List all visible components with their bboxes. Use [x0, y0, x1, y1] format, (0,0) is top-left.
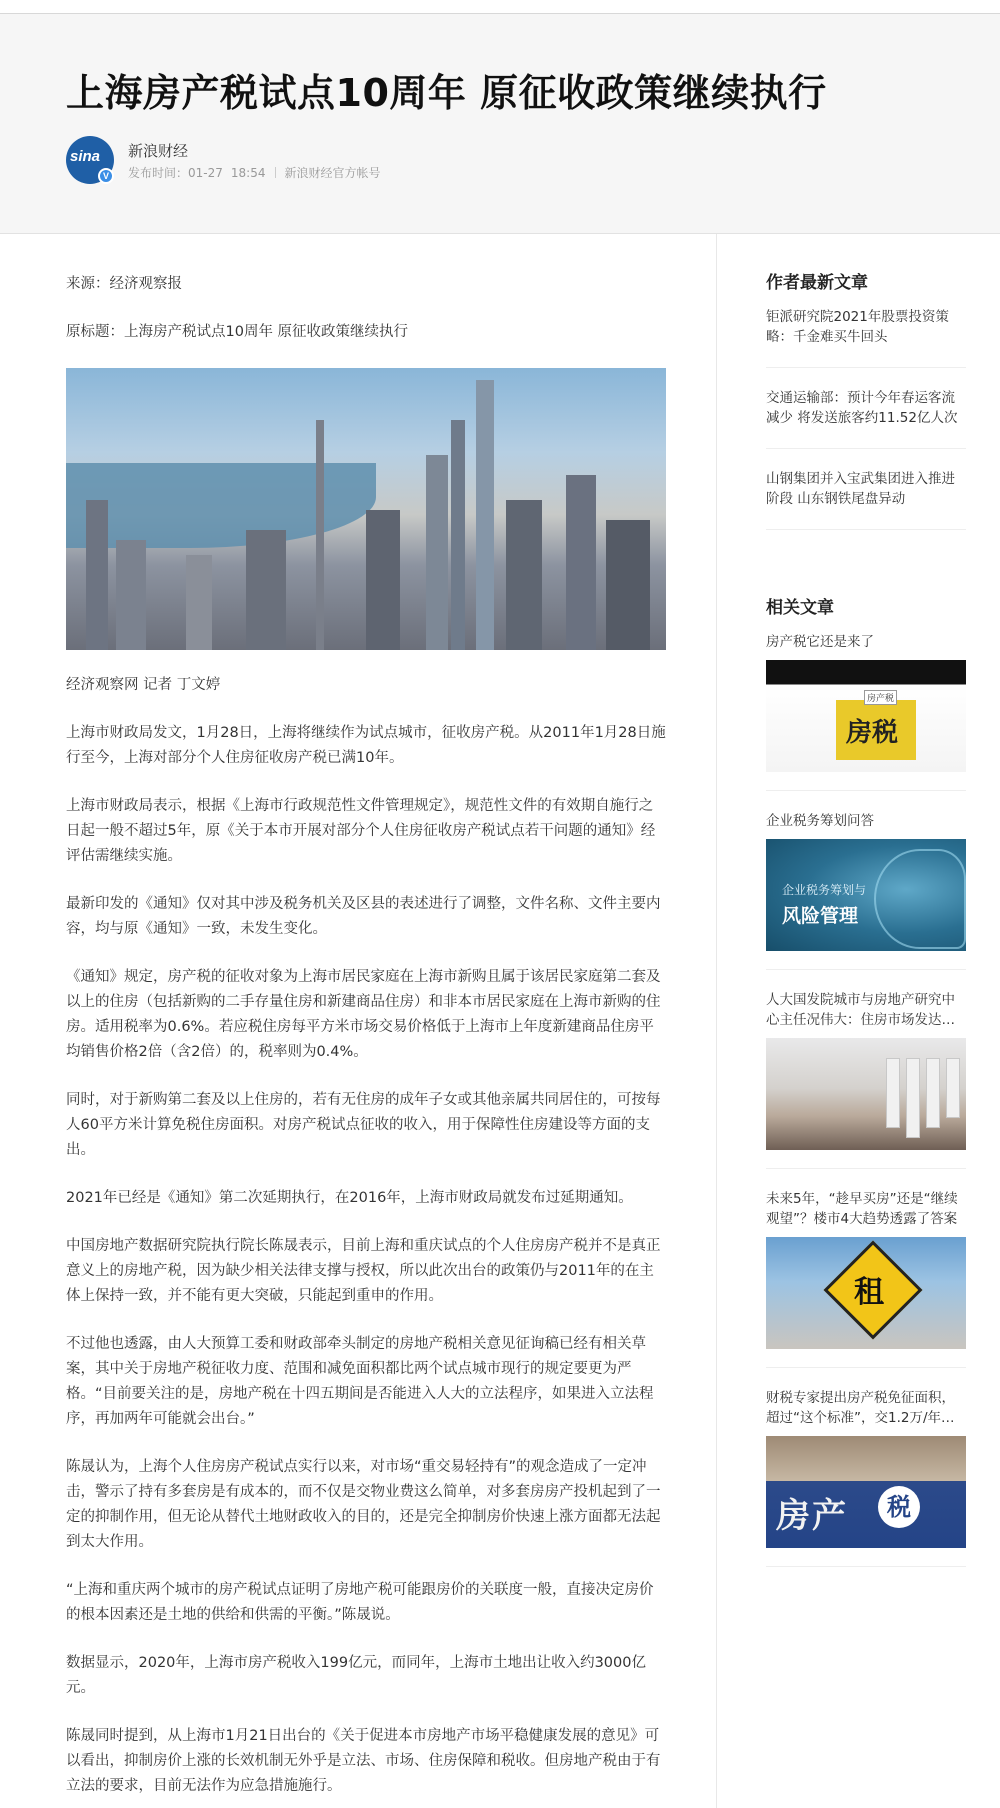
column-divider: [716, 234, 717, 1808]
related-article-title[interactable]: 未来5年，“趁早买房”还是“继续观望”？楼市4大趋势透露了答案: [766, 1191, 958, 1227]
building: [606, 520, 650, 650]
shanghai-skyline-image: [66, 368, 666, 650]
building: [246, 530, 286, 650]
related-article-title[interactable]: 企业税务筹划问答: [766, 813, 874, 829]
top-bar: [0, 0, 1000, 14]
meta-divider: [275, 167, 276, 178]
thumbnail-text: 租: [854, 1275, 884, 1310]
paragraph: 陈晟认为，上海个人住房房产税试点实行以来，对市场“重交易轻持有”的观念造成了一定冲击，警示了持有多套房是有成本的，而不仅是交物业费这么简单，对多套房房产投机起到了一定的抑制作用，但无论从替代土地财政收入的目的，还是完全抑制房价快速上涨方面都无法起到太大作用。: [66, 1459, 661, 1550]
related-article-title[interactable]: 房产税它还是来了: [766, 634, 874, 650]
publish-time: 18:54: [230, 166, 266, 180]
building: [116, 540, 146, 650]
building: [86, 500, 108, 650]
original-title-line: 原标题：上海房产税试点10周年 原征收政策继续执行: [66, 324, 409, 340]
shanghai-tower: [476, 380, 494, 650]
sidebar: [766, 268, 966, 1587]
head-outline-icon: [874, 849, 966, 949]
related-article-title[interactable]: 财税专家提出房产税免征面积，超过“这个标准”，交1.2万/年…: [766, 1390, 955, 1426]
property-tax-thumbnail[interactable]: [766, 660, 966, 772]
latest-articles-heading: 作者最新文章: [766, 273, 868, 293]
river-shape: [66, 463, 376, 548]
paragraph: 《通知》规定，房产税的征收对象为上海市居民家庭在上海市新购且属于该居民家庭第二套及以上的住房（包括新购的二手存量住房和新建商品住房）和非本市居民家庭在上海市新购的住房。适用税率为0.6%。若应税住房每平方米市场交易价格低于上海市上年度新建商品住房平均销售价格2倍（含2倍）的，税率则为0.4%。: [66, 969, 661, 1060]
paragraph: 2021年已经是《通知》第二次延期执行，在2016年，上海市财政局就发布过延期通知。: [66, 1190, 633, 1206]
model-building: [906, 1058, 920, 1138]
latest-article-link[interactable]: 交通运输部：预计今年春运客流减少 将发送旅客约11.52亿人次: [766, 388, 966, 449]
property-tax-sign-thumbnail[interactable]: [766, 1436, 966, 1548]
model-building: [946, 1058, 960, 1118]
sina-logo-icon: sina: [70, 148, 101, 165]
related-article[interactable]: [766, 1388, 966, 1567]
thumbnail-text: 房产: [776, 1496, 848, 1536]
related-article[interactable]: [766, 811, 966, 970]
latest-article-link[interactable]: 山钢集团并入宝武集团进入推进阶段 山东钢铁尾盘异动: [766, 469, 966, 530]
related-article[interactable]: [766, 990, 966, 1169]
thumbnail-text: 房税: [846, 718, 899, 748]
risk-management-thumbnail[interactable]: [766, 839, 966, 951]
paragraph: 最新印发的《通知》仅对其中涉及税务机关及区县的表述进行了调整，文件名称、文件主要内容，均与原《通知》一致，未发生变化。: [66, 896, 661, 937]
paragraph: 陈晟同时提到，从上海市1月21日出台的《关于促进本市房地产市场平稳健康发展的意见》可以看出，抑制房价上涨的长效机制无外乎是立法、市场、住房保障和税收。但房地产税由于有立法的要求，目前无法作为应急措施施行。: [66, 1728, 661, 1794]
paragraph: 经济观察网 记者 丁文婷: [66, 677, 221, 693]
model-building: [926, 1058, 940, 1128]
tv-tower: [316, 420, 324, 650]
paragraph: 不过他也透露，由人大预算工委和财政部牵头制定的房地产税相关意见征询稿已经有相关草案，其中关于房地产税征收力度、范围和减免面积都比两个试点城市现行的规定要更为严格。“目前要关注的是，房地产税在十四五期间是否能进入人大的立法程序，如果进入立法程序，再加两年可能就会出台。”: [66, 1336, 654, 1427]
rent-sign-thumbnail[interactable]: [766, 1237, 966, 1349]
related-article-title[interactable]: 人大国发院城市与房地产研究中心主任况伟大：住房市场发达…: [766, 992, 955, 1028]
article-body: [66, 272, 666, 1808]
housing-market-thumbnail[interactable]: [766, 1038, 966, 1150]
paragraph: 中国房地产数据研究院执行院长陈晟表示，目前上海和重庆试点的个人住房房产税并不是真正意义上的房地产税，因为缺少相关法律支撑与授权，所以此次出台的政策仍与2011年的在主体上保持一致，并不能有更大突破，只能起到重申的作用。: [66, 1238, 661, 1304]
page-title: 上海房产税试点10周年 原征收政策继续执行: [66, 71, 827, 115]
account-type: 新浪财经官方帐号: [284, 166, 381, 180]
thumbnail-text: 风险管理: [782, 905, 859, 927]
article-meta: [128, 164, 388, 181]
paragraph: “上海和重庆两个城市的房产税试点证明了房地产税可能跟房价的关联度一般，直接决定房价的根本因素还是土地的供给和供需的平衡。”陈晟说。: [66, 1582, 654, 1623]
publish-label: 发布时间：01-27: [128, 166, 223, 180]
thumbnail-text: 税: [878, 1486, 920, 1528]
building: [506, 500, 542, 650]
thumbnail-tag: 房产税: [864, 690, 897, 705]
building: [366, 510, 400, 650]
paragraph: 上海市财政局表示，根据《上海市行政规范性文件管理规定》，规范性文件的有效期自施行之日起一般不超过5年，原《关于本市开展对部分个人住房征收房产税试点若干问题的通知》经评估需继续实施。: [66, 798, 656, 864]
paragraph: 数据显示，2020年，上海市房产税收入199亿元，而同年，上海市土地出让收入约3000亿元。: [66, 1655, 646, 1696]
source-line: 来源：经济观察报: [66, 276, 182, 292]
related-article[interactable]: [766, 1189, 966, 1368]
related-article[interactable]: [766, 632, 966, 791]
building: [451, 420, 465, 650]
building: [566, 475, 596, 650]
article-header: [0, 14, 1000, 234]
paragraph: 同时，对于新购第二套及以上住房的，若有无住房的成年子女或其他亲属共同居住的，可按每人60平方米计算免税住房面积。对房产税试点征收的收入，用于保障性住房建设等方面的支出。: [66, 1092, 661, 1158]
paragraph: 上海市财政局发文，1月28日，上海将继续作为试点城市，征收房产税。从2011年1月28日施行至今，上海对部分个人住房征收房产税已满10年。: [66, 725, 666, 766]
verified-icon: V: [98, 168, 114, 184]
author-name[interactable]: 新浪财经: [128, 142, 189, 160]
building: [186, 555, 212, 650]
related-articles-heading: 相关文章: [766, 598, 834, 618]
thumbnail-text: 企业税务筹划与: [782, 883, 867, 897]
model-building: [886, 1058, 900, 1128]
building: [426, 455, 448, 650]
latest-article-link[interactable]: 钜派研究院2021年股票投资策略：千金难买牛回头: [766, 307, 966, 368]
